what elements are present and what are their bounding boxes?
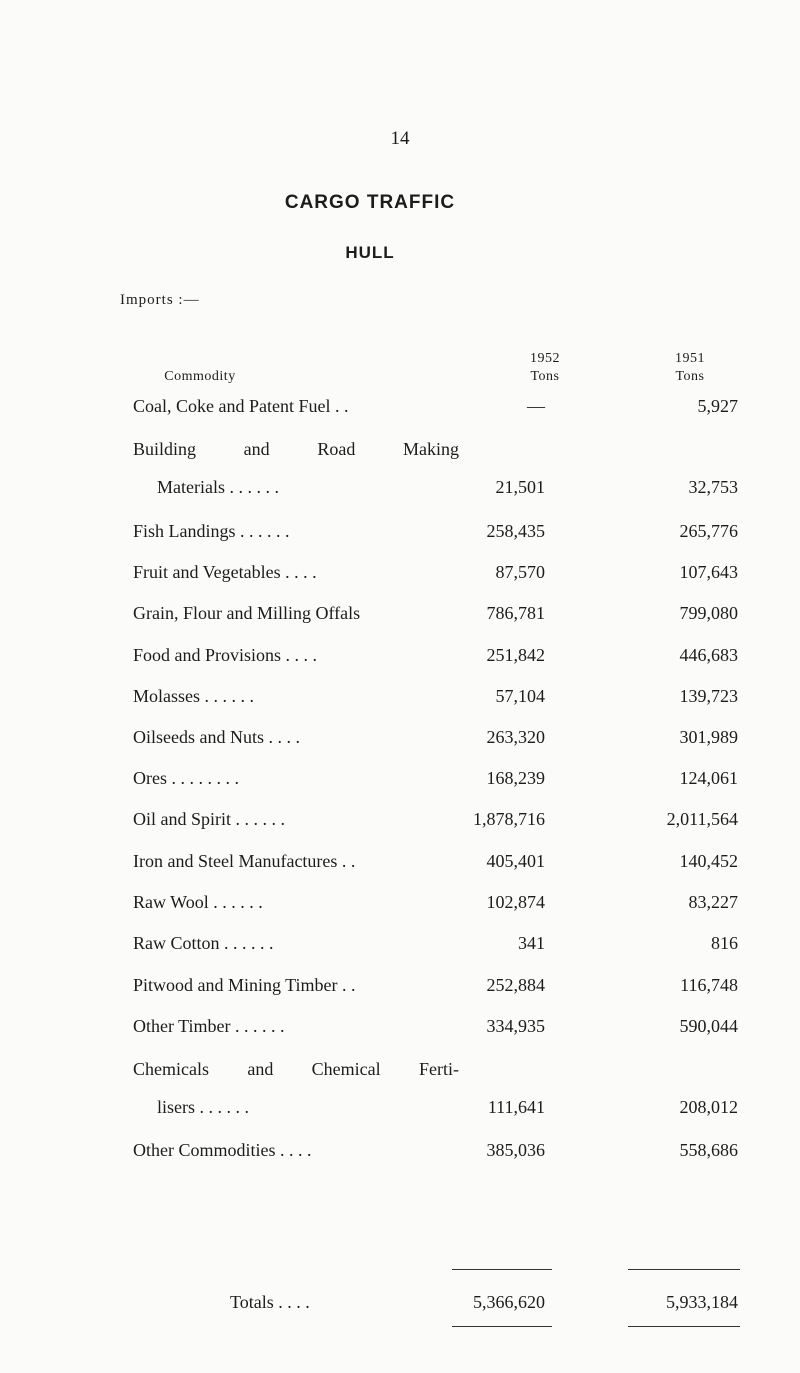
page-subtitle: HULL	[345, 243, 395, 262]
value-1952: 1,878,716	[473, 809, 545, 829]
commodity-name: Coal, Coke and Patent Fuel . .	[133, 396, 349, 416]
value-1951: 5,927	[697, 396, 738, 416]
value-1951: 2,011,564	[666, 809, 738, 829]
rule-above-total-1951	[628, 1269, 740, 1270]
table-row	[0, 768, 800, 808]
value-1951: 116,748	[680, 975, 738, 995]
commodity-name: Fruit and Vegetables . . . .	[133, 562, 317, 582]
rule-below-total-1951	[628, 1326, 740, 1327]
commodity-name: Fish Landings . . . . . .	[133, 521, 290, 541]
value-1952: 251,842	[486, 645, 545, 665]
value-1951: 124,061	[679, 768, 738, 788]
value-1951: 140,452	[679, 851, 738, 871]
commodity-name: Oilseeds and Nuts . . . .	[133, 727, 300, 747]
value-1951: 799,080	[679, 603, 738, 623]
commodity-name: Building and Road Making	[133, 439, 459, 459]
value-1951: 83,227	[688, 892, 738, 912]
commodity-name: Grain, Flour and Milling Offals	[133, 603, 361, 623]
table-row	[0, 851, 800, 891]
table-row	[0, 603, 800, 643]
column-year-1951: 1951	[675, 351, 705, 366]
totals-label: Totals . . . .	[230, 1292, 310, 1312]
table-row	[0, 562, 800, 602]
table-row	[0, 645, 800, 685]
page-title: CARGO TRAFFIC	[284, 192, 456, 213]
table-row	[0, 727, 800, 767]
value-1951: 816	[711, 933, 738, 953]
value-1951: 446,683	[679, 645, 738, 665]
column-unit-1951: Tons	[675, 369, 705, 384]
commodity-name: Chemicals and Chemical Ferti-	[133, 1059, 459, 1079]
column-header-1952	[495, 350, 595, 386]
value-1952: 786,781	[486, 603, 545, 623]
value-1952: 405,401	[486, 851, 545, 871]
commodity-name: Molasses . . . . . .	[133, 686, 254, 706]
total-1952: 5,366,620	[473, 1292, 545, 1312]
total-1951: 5,933,184	[666, 1292, 738, 1312]
value-1951: 558,686	[679, 1140, 738, 1160]
table-row	[0, 396, 800, 436]
value-1952: 334,935	[486, 1016, 545, 1036]
value-1951: 139,723	[679, 686, 738, 706]
column-unit-1952: Tons	[530, 369, 560, 384]
table-row	[0, 975, 800, 1015]
value-1952: 168,239	[486, 768, 545, 788]
commodity-name-continued	[133, 477, 473, 498]
value-1952: 263,320	[486, 727, 545, 747]
commodity-name: Raw Cotton . . . . . .	[133, 933, 274, 953]
value-1952: 258,435	[486, 521, 545, 541]
column-year-1952: 1952	[530, 351, 560, 366]
value-1952: 385,036	[486, 1140, 545, 1160]
value-1951: 265,776	[679, 521, 738, 541]
rule-above-total-1952	[452, 1269, 552, 1270]
table-row	[0, 809, 800, 849]
table-row	[0, 1059, 800, 1129]
value-1952: 252,884	[486, 975, 545, 995]
commodity-name: Other Timber . . . . . .	[133, 1016, 285, 1036]
commodity-name-continued-text: lisers . . . . . .	[157, 1097, 249, 1117]
value-1952: 111,641	[487, 1097, 545, 1117]
table-row	[0, 1140, 800, 1180]
value-1952: 21,501	[495, 477, 545, 497]
value-1952: 87,570	[495, 562, 545, 582]
page-number: 14	[390, 128, 410, 149]
value-1952: 57,104	[495, 686, 545, 706]
table-row	[0, 686, 800, 726]
column-header-commodity: Commodity	[164, 369, 236, 384]
commodity-name: Ores . . . . . . . .	[133, 768, 239, 788]
commodity-name: Pitwood and Mining Timber . .	[133, 975, 356, 995]
table-row	[0, 892, 800, 932]
commodity-name: Food and Provisions . . . .	[133, 645, 318, 665]
value-1952: —	[527, 396, 545, 416]
value-1951: 590,044	[679, 1016, 738, 1036]
commodity-name: Oil and Spirit . . . . . .	[133, 809, 285, 829]
section-label: Imports :—	[120, 292, 200, 308]
commodity-name: Raw Wool . . . . . .	[133, 892, 263, 912]
table-row	[0, 933, 800, 973]
value-1951: 32,753	[688, 477, 738, 497]
value-1951: 208,012	[679, 1097, 738, 1117]
value-1951: 107,643	[679, 562, 738, 582]
value-1952: 102,874	[486, 892, 545, 912]
table-row	[0, 1016, 800, 1056]
commodity-name-continued-text: Materials . . . . . .	[157, 477, 279, 497]
commodity-name: Iron and Steel Manufactures . .	[133, 851, 356, 871]
value-1952: 341	[518, 933, 545, 953]
column-header-1951	[640, 350, 740, 386]
commodity-name-continued	[133, 1097, 473, 1118]
commodity-name: Other Commodities . . . .	[133, 1140, 312, 1160]
table-row	[0, 439, 800, 509]
rule-below-total-1952	[452, 1326, 552, 1327]
value-1951: 301,989	[679, 727, 738, 747]
table-row	[0, 521, 800, 561]
